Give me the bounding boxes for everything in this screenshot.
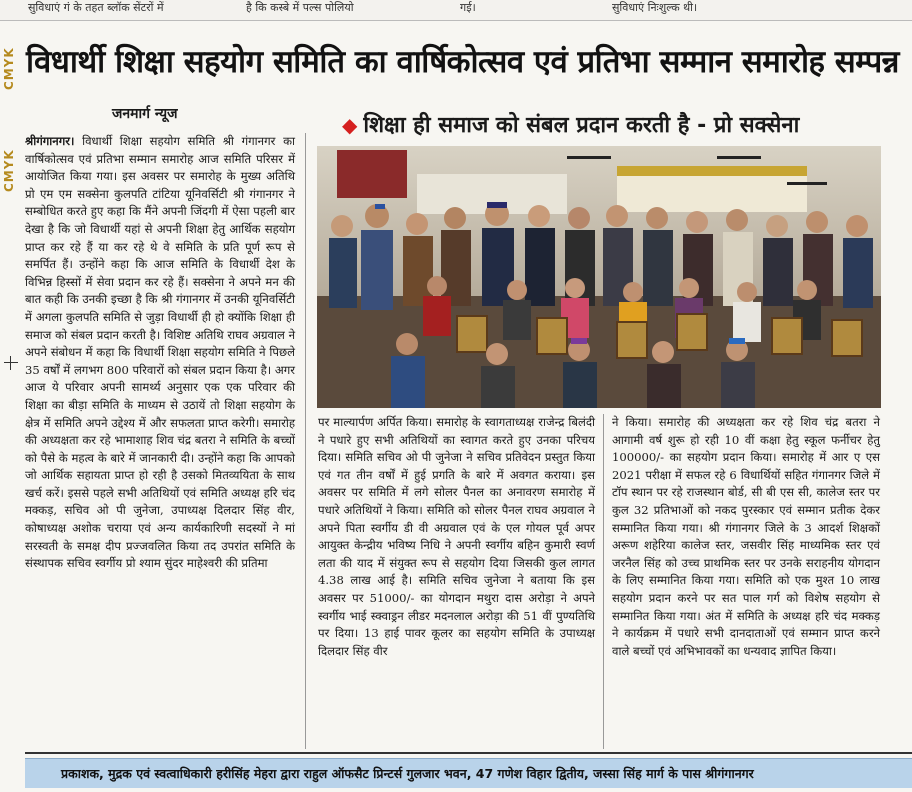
column-2-text: पर माल्यार्पण अर्पित किया। समारोह के स्वागताध्यक्ष राजेन्द्र बिलंदी ने पधारे हुए सभी अतिथियों का स्वागत करते हुए उनका परिचय दिया। समिति सचिव ओ पी जुनेजा ने सचिव प्रतिवेदन प्रस्तुत किया एवं गत तीन वर्षों में हुई प्रगति के बारे में अवगत कराया। इस अवसर पर समिति में लगे सोलर पैनल का अनावरण समारोह में पधारे अतिथियों ने किया। समिति को सोलर पैनल राघव अग्रवाल ने अपने पिता स्वर्गीय डी वी अग्रवाल एवं के एल गोयल पूर्व अपर आयुक्त केन्द्रीय भविष्य निधि ने अपनी स्वर्गीय बहिन कुमारी स्वर्ण लता की याद में संयुक्त रूप से सहयोग दिया जिसकी कुल लागत 4.38 लाख आई है। समिति सचिव जुनेजा ने बताया कि इस अवसर पर 51000/- का योगदान मथुरा दास अरोड़ा ने अपने स्वर्गीय भाई स्क्वाड्रन लीडर मदनलाल अरोड़ा की 51 वीं पुण्यतिथि पर दिया। 13 हाई पावर कूलर का सहयोग समिति के उपाध्यक्ष दिलदार सिंह वीर [318, 415, 595, 658]
article-headline: विधार्थी शिक्षा सहयोग समिति का वार्षिकोत्सव एवं प्रतिभा सम्मान समारोह सम्पन्न [26, 44, 899, 80]
strip-col-1: सुविधाएं गं के तहत ब्लॉक सेंटरों में [28, 1, 164, 14]
strip-col-3: गई। [460, 1, 476, 14]
article-column-1 [25, 133, 295, 573]
cmyk-mark-side: CMYK [2, 149, 16, 192]
column-1-text: विधार्थी शिक्षा सहयोग समिति श्री गंगानगर का वार्षिकोत्सव एवं प्रतिभा सम्मान समारोह आज समिति परिसर में आयोजित किया गया। इस अवसर पर समारोह के मुख्य अतिथि प्रो एम एम सक्सेना कुलपति टांटिया यूनिवर्सिटी श्री गंगानगर ने सम्बोधित करते हुए कहा कि मैंने अपनी जिंदगी में ऐसा पहली बार देखा है कि जो विधार्थी यहां से अपनी शिक्षा हेतु आर्थिक सहयोग प्राप्त कर रहे हैं या कर रहे थे वे समिति के प्रति पूर्ण रूप से समर्पित हैं। उन्होंने कहा कि आज समिति के विधार्थी देश के विभिन्न हिस्सों में सेवा प्रदान कर रहे हैं। सक्सेना ने अपने मन की बात कही कि उनकी इच्छा है कि श्री गंगानगर में उनकी यूनिवर्सिटी में अगला कुलपति समिति से जुड़ा विधार्थी ही हो क्योंकि शिक्षा ही समाज को संबल प्रदान करती है। विशिष्ट अतिथि राघव अग्रवाल ने अपने संबोधन में कहा कि विधार्थी शिक्षा सहयोग समिति ने पिछले 35 वर्षों में लगभग 800 परिवारों को संबल प्रदान किया है। अगर आज ये परिवार अपनी सामर्थ्य अनुसार एक एक परिवार की शिक्षा का बीड़ा समिति के माध्यम से उठायें तो शिक्षा सहयोग के क्षेत्र में समिति अपने उद्देश्य में और सफलता प्राप्त करेगी। समारोह की अध्यक्षता कर रहे भामाशाह शिव चंद्र बतरा ने समिति के बच्चों को पैसे के महत्व के बारे में जानकारी दी। उन्होंने कहा कि आपको जो आर्थिक सहायता प्राप्त हो रही है उसको मितव्ययिता के साथ खर्च करें। इससे पहले सभी अतिथियों एवं समिति अध्यक्ष हरि चंद मक्कड़, सचिव ओ पी जुनेजा, उपाध्यक्ष दिलदार सिंह वीर, कोषाध्यक्ष अशोक चराया एवं अन्य कार्यकारिणी सदस्यों ने मां सरस्वती के समक्ष दीप प्रज्जवलित किया तद उपरांत समिति के संस्थापक सचिव स्वर्गीय प्रो श्याम सुंदर माहेश्वरी की प्रतिमा [25, 134, 295, 571]
previous-article-strip [0, 0, 912, 21]
byline: जनमार्ग न्यूज [112, 106, 178, 122]
footer-divider [25, 752, 912, 754]
event-photo-image [317, 146, 881, 408]
subheadline-text: शिक्षा ही समाज को संबल प्रदान करती है - प्रो सक्सेना [363, 113, 800, 138]
dateline: श्रीगंगानगर। [25, 134, 75, 148]
diamond-bullet-icon: ◆ [342, 113, 358, 137]
event-group-photo [317, 146, 881, 408]
column-divider [603, 414, 604, 749]
registration-mark-icon [4, 356, 18, 370]
subheadline [342, 108, 902, 143]
column-divider [305, 133, 306, 749]
column-3-text: ने किया। समारोह की अध्यक्षता कर रहे शिव चंद्र बतरा ने आगामी वर्ष शुरू हो रही 10 वीं कक्षा हेतु स्कूल फर्नीचर हेतु 100000/- का सहयोग प्रदान किया। समारोह में आर ए एस 2021 परीक्षा में सफल रहे 6 विधार्थियों सहित गंगानगर जिले में टॉप स्थान पर रहे राजस्थान बोर्ड, सी बी एस सी, कालेज स्तर पर कुल 32 प्रतिभाओं को नकद पुरस्कार एवं सम्मान प्रतीक देकर सम्मानित किया गया। श्री गंगानगर जिले के 3 आदर्श शिक्षकों अरूण शहेरिया कालेज स्तर, जसवीर सिंह माध्यमिक स्तर एवं जरनैल सिंह को उच्च प्राथमिक स्तर पर उनके सराहनीय योगदान के लिए सम्मानित किया गया। समिति को एक मुश्त 10 लाख सहयोग प्रदान करने पर सत पाल गर्ग को विशेष सहयोग से सम्मानित किया गया। अंत में समिति के अध्यक्ष हरि चंद मक्कड़ ने कार्यक्रम में पधारे सभी दानदाताओं एवं सम्मान प्राप्त करने वाले बच्चों एवं अभिभावकों का धन्यवाद ज्ञापित किया। [612, 415, 880, 658]
article-column-3 [612, 414, 880, 660]
cmyk-mark-top: CMYK [2, 47, 16, 90]
strip-col-2: है कि कस्बे में पल्स पोलियो [246, 1, 354, 14]
strip-col-4: सुविधाएं निःशुल्क थी। [612, 1, 698, 14]
article-column-2 [318, 414, 595, 660]
publisher-imprint: प्रकाशक, मुद्रक एवं स्वत्वाधिकारी हरीसिंह मेहरा द्वारा राहुल ऑफसैट प्रिन्टर्स गुलजार भवन, 47 गणेश विहार द्वितीय, जस्सा सिंह मार्ग के पास श्रीगंगानगर [25, 758, 912, 788]
